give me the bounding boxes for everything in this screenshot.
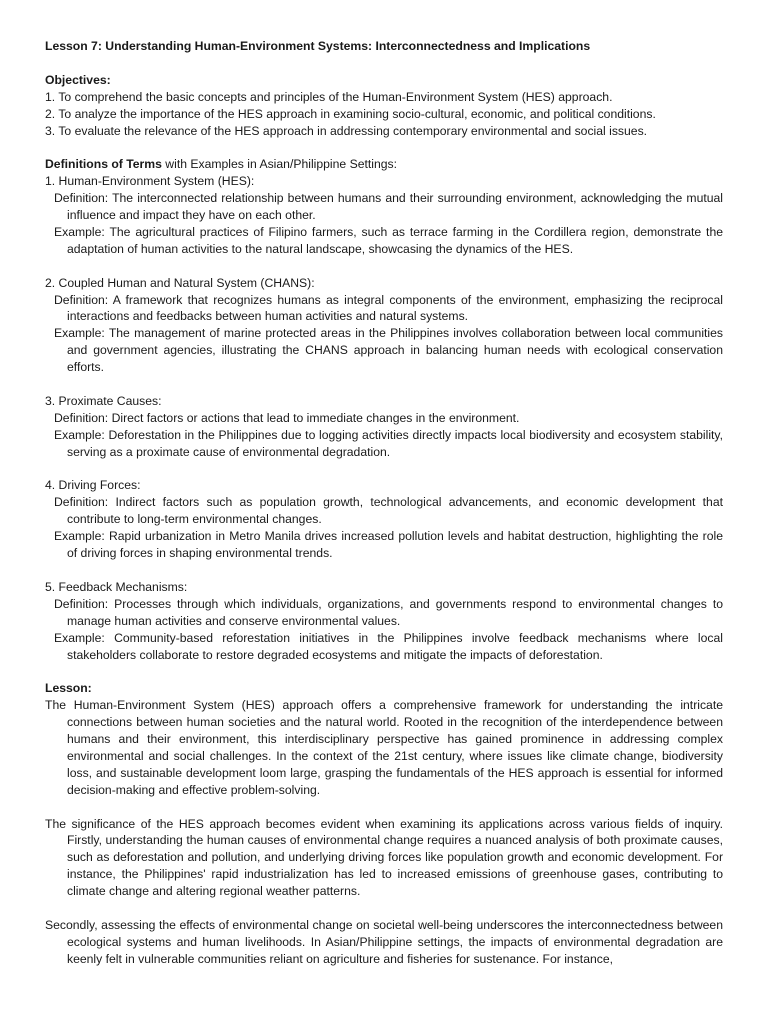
term-definition: Definition: A framework that recognizes humans as integral components of the environment, emphasizing the reciprocal interactions and feedbacks between human activities and natural systems. <box>54 292 723 324</box>
objective-item: 2. To analyze the importance of the HES approach in examining socio-cultural, economic, and political conditions. <box>45 106 656 121</box>
term-definition: Definition: Direct factors or actions that lead to immediate changes in the environment. <box>54 410 520 425</box>
term-name: 3. Proximate Causes: <box>45 393 162 408</box>
definitions-heading <box>45 156 723 173</box>
objectives-section <box>45 72 723 140</box>
term-example: Example: Rapid urbanization in Metro Manila drives increased pollution levels and habitat destruction, highlighting the role of driving forces in shaping environmental trends. <box>54 529 723 561</box>
term-name: 5. Feedback Mechanisms: <box>45 579 188 594</box>
term-block <box>45 173 723 258</box>
term-definition: Definition: Indirect factors such as population growth, technological advancements, and economic development that contribute to long-term environmental changes. <box>54 495 723 527</box>
term-example: Example: Community-based reforestation initiatives in the Philippines involve feedback mechanisms where local stakeholders collaborate to restore degraded ecosystems and mitigate the impacts of deforestation. <box>54 630 723 662</box>
term-block <box>45 477 723 562</box>
definitions-heading-rest: with Examples in Asian/Philippine Settings: <box>161 157 397 172</box>
objective-item: 1. To comprehend the basic concepts and principles of the Human-Environment System (HES) approach. <box>45 89 613 104</box>
lesson-paragraph: Secondly, assessing the effects of environmental change on societal well-being underscores the interconnectedness between ecological systems and human livelihoods. In Asian/Philippine settings, the impacts of environmental degradation are keenly felt in vulnerable communities reliant on agriculture and fisheries for sustenance. For instance, <box>45 917 723 966</box>
term-name: 1. Human-Environment System (HES): <box>45 174 255 189</box>
lesson-paragraph: The Human-Environment System (HES) approach offers a comprehensive framework for understanding the intricate connections between human societies and the natural world. Rooted in the recognition of the interdependence between humans and their environment, this interdisciplinary perspective has gained prominence in addressing complex environmental and social challenges. In the context of the 21st century, where issues like climate change, biodiversity loss, and sustainable development loom large, grasping the fundamentals of the HES approach is essential for informed decision-making and effective problem-solving. <box>45 698 723 797</box>
term-example: Example: The management of marine protected areas in the Philippines involves collaboration between local communities and government agencies, illustrating the CHANS approach in balancing human needs with ecological conservation efforts. <box>54 326 723 375</box>
term-block <box>45 393 723 461</box>
lesson-heading: Lesson: <box>45 681 92 696</box>
term-block <box>45 275 723 376</box>
term-block <box>45 579 723 664</box>
objectives-heading: Objectives: <box>45 72 111 87</box>
document-page <box>45 38 723 968</box>
objective-item: 3. To evaluate the relevance of the HES approach in addressing contemporary environmental and social issues. <box>45 123 648 138</box>
lesson-section <box>45 680 723 967</box>
term-name: 2. Coupled Human and Natural System (CHANS): <box>45 275 315 290</box>
lesson-title: Lesson 7: Understanding Human-Environment Systems: Interconnectedness and Implications <box>45 39 591 53</box>
term-definition: Definition: Processes through which individuals, organizations, and governments respond to environmental changes to manage human activities and conserve environmental values. <box>54 596 723 628</box>
definitions-section <box>45 156 723 663</box>
term-definition: Definition: The interconnected relationship between humans and their surrounding environment, acknowledging the mutual influence and impact they have on each other. <box>54 191 723 223</box>
term-name: 4. Driving Forces: <box>45 478 141 493</box>
lesson-paragraph: The significance of the HES approach becomes evident when examining its applications across various fields of inquiry. Firstly, understanding the human causes of environmental change requires a nuanced analysis of both proximate causes, such as deforestation and pollution, and underlying driving forces like population growth and economic development. For instance, the Philippines' rapid industrialization has led to increased emissions of greenhouse gases, contributing to climate change and altering regional weather patterns. <box>45 816 723 899</box>
definitions-heading-bold: Definitions of Terms <box>45 157 162 172</box>
term-example: Example: Deforestation in the Philippines due to logging activities directly impacts local biodiversity and ecosystem stability, serving as a proximate cause of environmental degradation. <box>54 427 723 459</box>
term-example: Example: The agricultural practices of Filipino farmers, such as terrace farming in the Cordillera region, demonstrate the adaptation of human activities to the natural landscape, showcasing the dynamics of the HES. <box>54 224 723 256</box>
